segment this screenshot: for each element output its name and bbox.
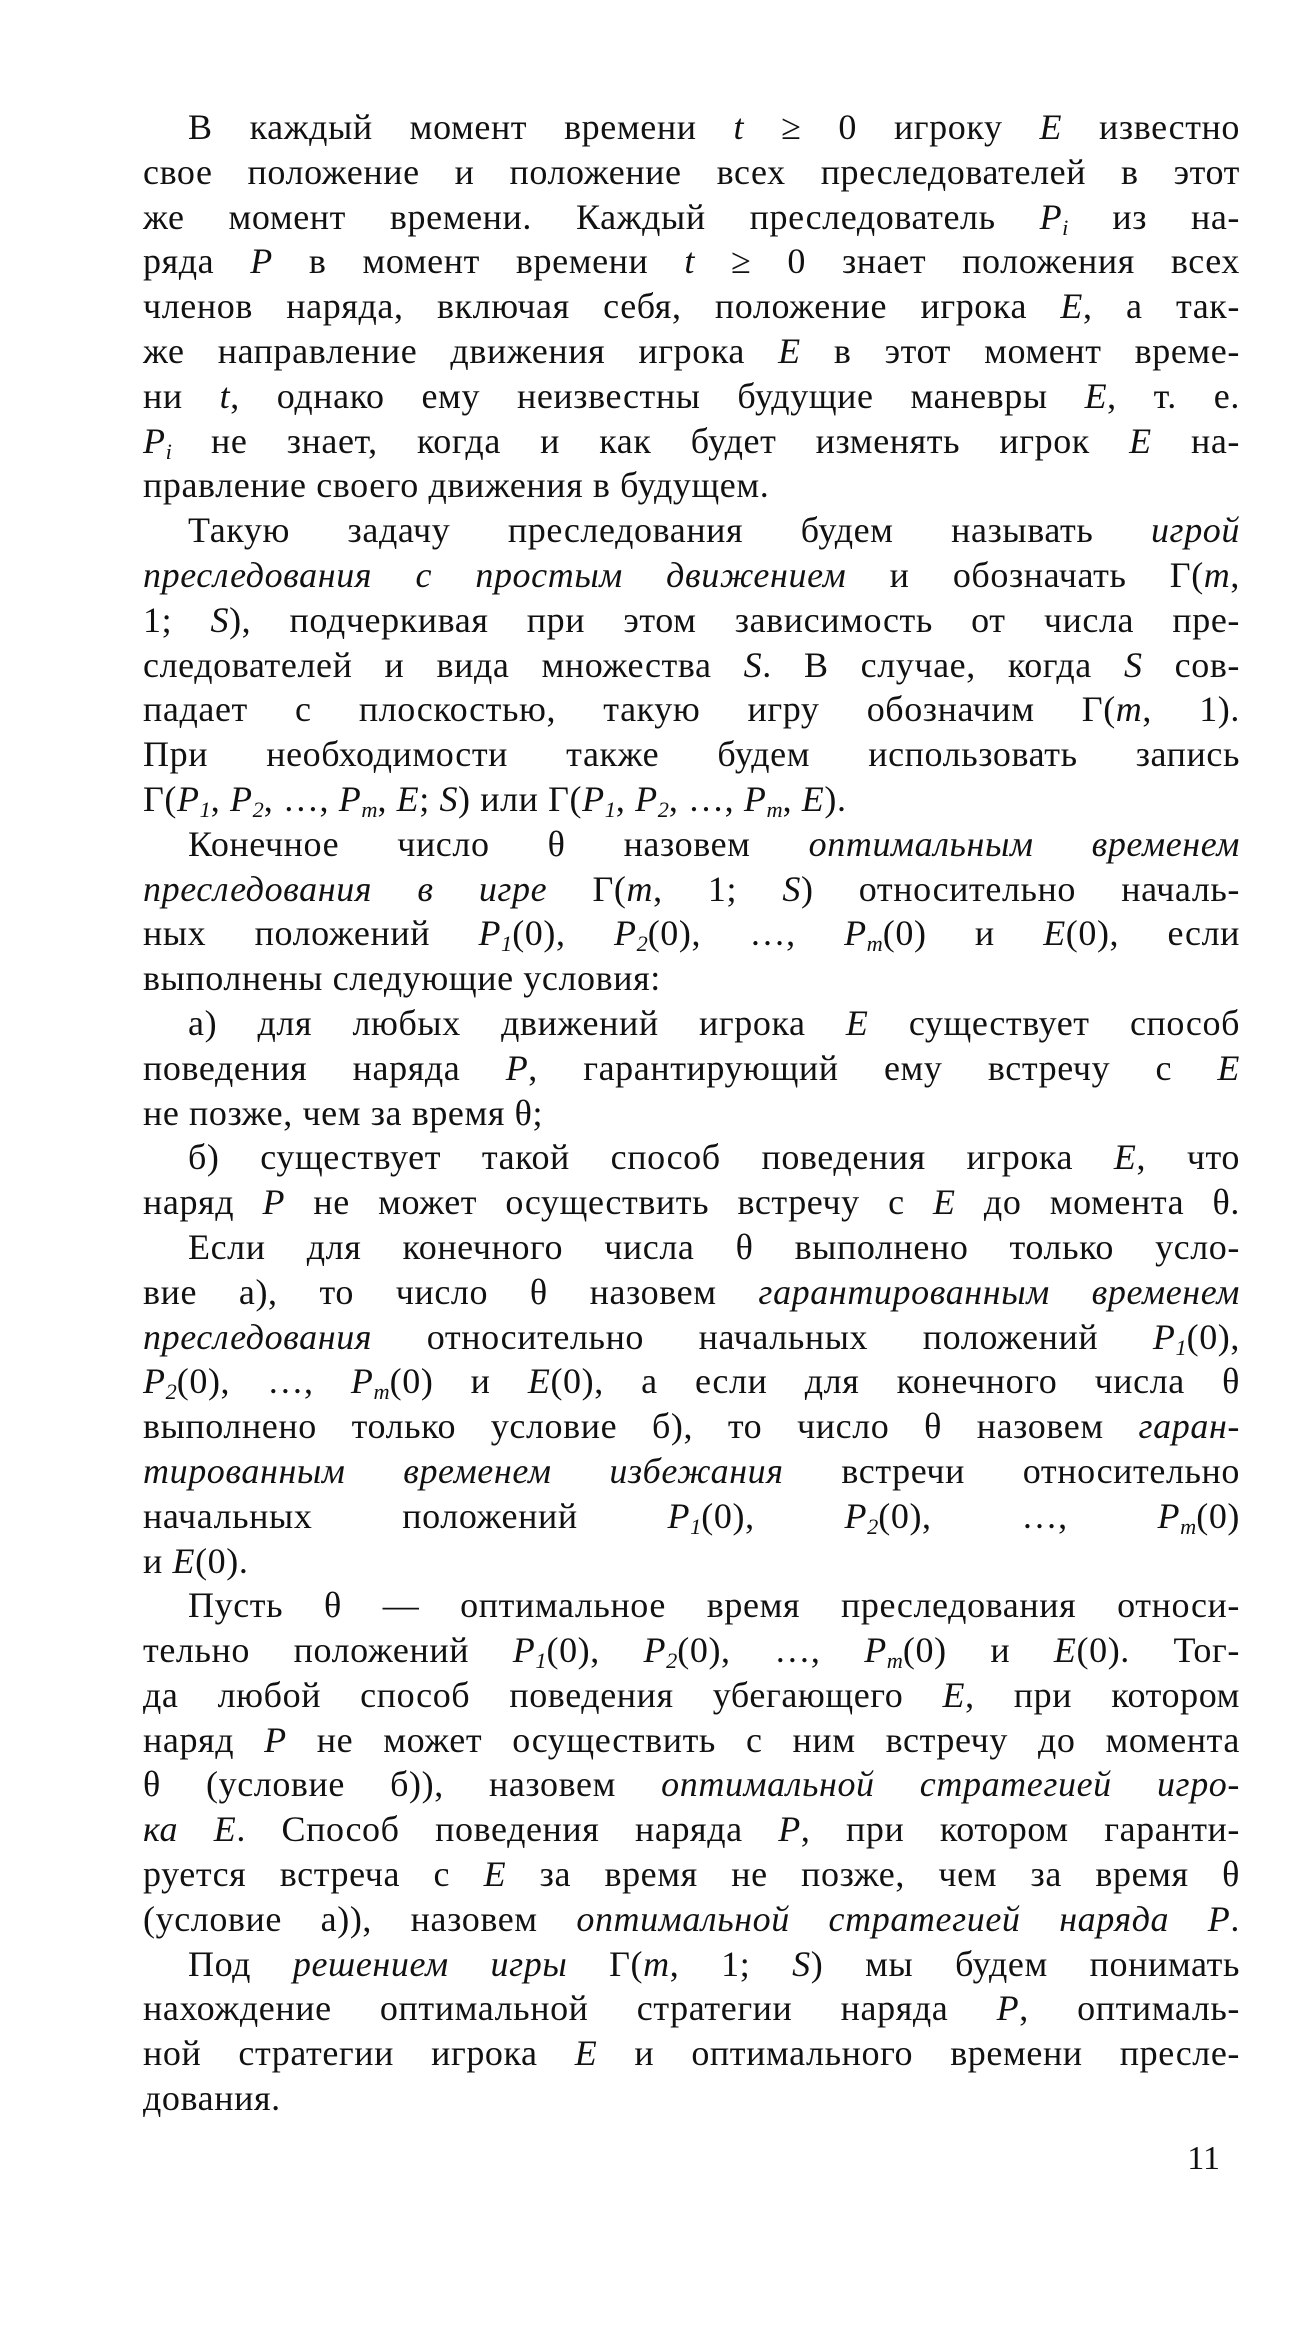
subscript: m — [373, 1379, 390, 1405]
paragraph — [143, 1001, 1240, 1135]
text-line — [143, 1583, 1240, 1628]
subscript: 2 — [666, 1648, 678, 1674]
text-segment: , а так- — [1083, 286, 1240, 327]
text-line — [143, 419, 1240, 464]
italic-text: E — [778, 330, 801, 371]
text-segment: правление своего движения в будущем. — [143, 465, 770, 506]
text-line — [143, 239, 1240, 284]
text-segment: ной стратегии игрока — [143, 2033, 575, 2074]
paragraph — [143, 105, 1240, 508]
text-line — [143, 1718, 1240, 1763]
text-segment: ≥ 0 знает положения всех — [695, 241, 1241, 282]
text-segment: (0), …, — [878, 1495, 1158, 1536]
subscript: m — [866, 931, 883, 957]
text-line — [143, 2031, 1240, 2076]
text-segment: , — [210, 778, 230, 819]
text-segment: (0) — [1196, 1495, 1241, 1536]
italic-text: E — [845, 1002, 869, 1043]
italic-text: P — [778, 1809, 801, 1850]
text-line — [143, 1494, 1240, 1539]
italic-text: E — [933, 1182, 956, 1223]
italic-text: t — [684, 241, 696, 282]
text-line — [143, 1001, 1240, 1046]
text-segment: дования. — [143, 2078, 281, 2119]
italic-text: S — [792, 1943, 811, 1984]
text-segment: из на- — [1068, 196, 1240, 237]
subscript: 2 — [252, 797, 264, 823]
text-segment: (0), — [1186, 1316, 1240, 1357]
text-segment: (0), …, — [176, 1361, 351, 1402]
text-segment: (0), …, — [647, 913, 845, 954]
text-segment: руется встреча с — [143, 1854, 484, 1895]
text-line — [143, 732, 1240, 777]
text-line — [143, 1449, 1240, 1494]
subscript: 2 — [657, 797, 669, 823]
text-segment: начальных положений — [143, 1495, 668, 1536]
text-segment: наряд — [143, 1719, 265, 1760]
paragraph — [143, 508, 1240, 822]
text-segment: не позже, чем за время θ; — [143, 1092, 544, 1133]
text-segment: ) мы будем понимать — [810, 1943, 1240, 1984]
text-segment: не может осуществить встречу с — [285, 1182, 933, 1223]
text-segment: вие а), то число θ назовем — [143, 1271, 759, 1312]
text-segment: сов- — [1142, 644, 1241, 685]
italic-text: P — [143, 420, 166, 461]
text-segment: а) для любых движений игрока — [188, 1002, 846, 1043]
text-line — [143, 284, 1240, 329]
text-line — [143, 105, 1240, 150]
text-segment: в этот момент време- — [800, 330, 1240, 371]
italic-text: P — [864, 1630, 887, 1671]
italic-text: t — [733, 107, 745, 147]
text-segment: , при котором гаранти- — [800, 1809, 1241, 1850]
text-line — [143, 2076, 1240, 2121]
text-segment: . Способ поведения наряда — [236, 1809, 779, 1850]
text-segment: ), подчеркивая при этом зависимость от числа пре- — [229, 599, 1240, 640]
italic-text: P — [1207, 1898, 1231, 1939]
italic-text: оптимальным временем — [808, 823, 1240, 864]
text-segment: , при котором — [965, 1674, 1240, 1715]
subscript: 1 — [199, 797, 211, 823]
text-segment: (0) и — [882, 913, 1044, 954]
italic-text: P — [229, 778, 253, 819]
text-segment: известно — [1062, 107, 1240, 147]
text-line — [143, 777, 1240, 822]
text-segment: за время не позже, чем за время θ — [506, 1854, 1240, 1895]
italic-text: E — [801, 778, 825, 819]
text-segment: . В случае, когда — [762, 644, 1124, 685]
text-line — [143, 1404, 1240, 1449]
text-segment: , что — [1136, 1137, 1240, 1178]
text-segment: членов наряда, включая себя, положение игрока — [143, 286, 1061, 327]
text-segment: (0), …, — [677, 1630, 865, 1671]
text-segment: не может осуществить с ним встречу до момента — [286, 1719, 1240, 1760]
text-segment: (0) и — [902, 1630, 1054, 1671]
page-number: 11 — [1187, 2140, 1220, 2177]
italic-text: P — [582, 778, 605, 819]
italic-text: m — [643, 1943, 670, 1984]
text-segment: (0), — [512, 913, 614, 954]
italic-text: E — [213, 1809, 237, 1850]
text-line — [143, 374, 1240, 419]
italic-text: P — [844, 913, 867, 954]
italic-text: m — [1115, 689, 1143, 730]
text-segment: (условие а)), назовем — [143, 1898, 577, 1939]
text-segment: нахождение оптимальной стратегии наряда — [143, 1988, 997, 2029]
subscript: m — [1180, 1513, 1197, 1539]
text-line — [143, 1135, 1240, 1180]
paragraph — [143, 1583, 1240, 1941]
subscript: 1 — [501, 931, 513, 957]
text-segment: ных положений — [143, 913, 479, 954]
text-line — [143, 1942, 1240, 1987]
text-line — [143, 1539, 1240, 1584]
subscript: 2 — [867, 1513, 879, 1539]
text-segment: (0), — [546, 1630, 644, 1671]
text-segment: относительно начальных положений — [372, 1316, 1153, 1357]
italic-text: оптимальной стратегией наряда — [576, 1898, 1208, 1939]
italic-text: P — [743, 778, 767, 819]
text-line — [143, 463, 1240, 508]
subscript: 1 — [1175, 1334, 1187, 1360]
text-segment: Если для конечного числа θ выполнено только усло- — [188, 1226, 1240, 1267]
italic-text: E — [1113, 1137, 1137, 1178]
text-segment: падает с плоскостью, такую игру обозначим Г( — [143, 689, 1116, 730]
paragraph — [143, 822, 1240, 1001]
italic-text: P — [350, 1361, 374, 1402]
text-segment: , 1; — [669, 1943, 793, 1984]
italic-text: преследования с простым движением — [143, 554, 847, 595]
text-segment: не знает, когда и как будет изменять игрок — [171, 420, 1130, 461]
text-line — [143, 1897, 1240, 1942]
text-segment: поведения наряда — [143, 1047, 506, 1088]
text-line — [143, 1315, 1240, 1360]
subscript: 1 — [604, 797, 616, 823]
paragraph — [143, 1225, 1240, 1583]
italic-text: P — [338, 778, 362, 819]
text-segment: Г( — [547, 868, 627, 909]
text-segment: 1; — [143, 599, 211, 640]
subscript: m — [361, 797, 378, 823]
text-line — [143, 150, 1240, 195]
text-segment: , — [1230, 554, 1241, 595]
italic-text: E — [396, 778, 420, 819]
italic-text: решением игры — [292, 1943, 568, 1984]
text-segment: же момент времени. Каждый преследователь — [143, 196, 1040, 237]
italic-text: P — [143, 1361, 166, 1402]
italic-text: E — [1053, 1630, 1077, 1671]
italic-text: t — [219, 375, 231, 416]
text-segment: б) существует такой способ поведения игрока — [188, 1137, 1114, 1178]
text-line — [143, 1225, 1240, 1270]
text-segment: , 1). — [1142, 689, 1240, 730]
text-line — [143, 1986, 1240, 2031]
italic-text: P — [1039, 196, 1063, 237]
italic-text: P — [1152, 1316, 1176, 1357]
text-line — [143, 687, 1240, 732]
italic-text: S — [210, 599, 230, 640]
text-line — [143, 195, 1240, 240]
italic-text: P — [264, 1719, 287, 1760]
italic-text: преследования в игре — [143, 868, 548, 909]
text-segment: В каждый момент времени — [188, 107, 734, 147]
text-segment: ) относительно началь- — [800, 868, 1240, 909]
text-line — [143, 1359, 1240, 1404]
text-line — [143, 1270, 1240, 1315]
subscript: m — [886, 1648, 903, 1674]
paragraph — [143, 1942, 1240, 2121]
text-segment: свое положение и положение всех преследователей в этот — [143, 151, 1240, 192]
text-segment: наряд — [143, 1182, 263, 1223]
text-line — [143, 1807, 1240, 1852]
italic-text: E — [1217, 1047, 1240, 1088]
text-line — [143, 1673, 1240, 1718]
subscript: 1 — [535, 1648, 547, 1674]
text-line — [143, 553, 1240, 598]
text-segment: (0), — [701, 1495, 845, 1536]
italic-text: E — [1043, 913, 1066, 954]
italic-text: E — [574, 2033, 598, 2074]
text-segment: , …, — [668, 778, 744, 819]
text-segment: Конечное число θ назовем — [188, 823, 809, 864]
italic-text: E — [1129, 420, 1152, 461]
text-segment: выполнены следующие условия: — [143, 958, 661, 999]
text-line — [143, 1091, 1240, 1136]
text-line — [143, 911, 1240, 956]
italic-text: E — [483, 1854, 507, 1895]
subscript: 1 — [690, 1513, 702, 1539]
text-segment: (0), если — [1065, 913, 1241, 954]
italic-text: S — [743, 644, 763, 685]
italic-text: P — [512, 1630, 536, 1671]
italic-text: P — [505, 1047, 529, 1088]
italic-text: гарантированным временем — [758, 1271, 1240, 1312]
text-line — [143, 643, 1240, 688]
text-line — [143, 1762, 1240, 1807]
text-segment: тельно положений — [143, 1630, 513, 1671]
text-line — [143, 329, 1240, 374]
text-segment: (0). — [195, 1540, 249, 1581]
text-segment: , гарантирующий ему встречу с — [528, 1047, 1218, 1088]
italic-text: m — [1203, 554, 1231, 595]
text-segment: выполнено только условие б), то число θ назовем — [143, 1406, 1139, 1447]
text-segment: (0) и — [389, 1361, 528, 1402]
italic-text: оптимальной стратегией игро- — [661, 1764, 1240, 1805]
italic-text: E — [1084, 375, 1108, 416]
text-line — [143, 508, 1240, 553]
italic-text: P — [635, 778, 658, 819]
italic-text: S — [1123, 644, 1143, 685]
text-segment: θ (условие б)), назовем — [143, 1764, 662, 1805]
text-segment: ; — [419, 778, 440, 819]
text-segment: следователей и вида множества — [143, 644, 744, 685]
text-line — [143, 1180, 1240, 1225]
italic-text: P — [478, 913, 502, 954]
text-line — [143, 1852, 1240, 1897]
italic-text: E — [1039, 107, 1063, 147]
text-segment: , т. е. — [1107, 375, 1240, 416]
text-segment: Такую задачу преследования будем называть — [188, 510, 1151, 551]
italic-text: гаран- — [1138, 1406, 1240, 1447]
italic-text: E — [1060, 286, 1083, 327]
italic-text: P — [177, 778, 200, 819]
italic-text: E — [942, 1674, 966, 1715]
text-segment: , однако ему неизвестны будущие маневры — [230, 375, 1085, 416]
text-line — [143, 598, 1240, 643]
text-segment: встречи относительно — [783, 1450, 1240, 1491]
text-segment: существует способ — [868, 1002, 1240, 1043]
text-segment: ) или Г( — [458, 778, 583, 819]
text-segment: ни — [143, 375, 220, 416]
text-segment: . — [1230, 1898, 1240, 1939]
text-segment: (0). Тог- — [1076, 1630, 1240, 1671]
italic-text: P — [667, 1495, 691, 1536]
text-segment: ≥ 0 игроку — [744, 107, 1040, 147]
text-line — [143, 956, 1240, 1001]
text-segment: на- — [1151, 420, 1240, 461]
italic-text: E — [172, 1540, 196, 1581]
italic-text: m — [626, 868, 654, 909]
subscript: 2 — [165, 1379, 177, 1405]
italic-text: S — [439, 778, 459, 819]
text-segment: да любой способ поведения убегающего — [143, 1674, 943, 1715]
text-segment: , оптималь- — [1019, 1988, 1240, 2029]
paragraph — [143, 1135, 1240, 1225]
subscript: m — [766, 797, 783, 823]
text-line — [143, 1628, 1240, 1673]
italic-text: преследования — [143, 1316, 373, 1357]
text-segment: , — [615, 778, 636, 819]
text-segment: При необходимости также будем использовать запись — [143, 734, 1240, 775]
text-segment: и обозначать Г( — [846, 554, 1204, 595]
italic-text: P — [262, 1182, 286, 1223]
subscript: i — [1062, 214, 1069, 240]
text-segment: , — [377, 778, 397, 819]
text-segment: , — [782, 778, 802, 819]
italic-text: P — [996, 1988, 1020, 2029]
text-segment: до момента θ. — [955, 1182, 1240, 1223]
italic-text: E — [527, 1361, 551, 1402]
text-segment: в момент времени — [272, 241, 685, 282]
text-segment: и оптимального времени пресле- — [597, 2033, 1241, 2074]
italic-text: игрой — [1150, 510, 1240, 551]
text-line — [143, 822, 1240, 867]
text-line — [143, 1046, 1240, 1091]
text-segment: (0), а если для конечного числа θ — [550, 1361, 1241, 1402]
italic-text: P — [250, 241, 273, 282]
text-segment: ряда — [143, 241, 251, 282]
italic-text: S — [782, 868, 801, 909]
text-segment: Г( — [143, 778, 178, 819]
text-segment: Пусть θ — оптимальное время преследования относи- — [188, 1585, 1240, 1626]
text-segment: Г( — [567, 1943, 644, 1984]
text-line — [143, 867, 1240, 912]
italic-text: ка — [143, 1809, 214, 1850]
italic-text: P — [613, 913, 637, 954]
text-segment: , 1; — [653, 868, 783, 909]
subscript: 2 — [636, 931, 648, 957]
text-segment: и — [143, 1540, 173, 1581]
italic-text: тированным временем избежания — [143, 1450, 784, 1491]
italic-text: P — [1157, 1495, 1181, 1536]
italic-text: P — [844, 1495, 868, 1536]
italic-text: P — [643, 1630, 667, 1671]
text-segment: же направление движения игрока — [143, 330, 779, 371]
text-segment: ). — [824, 778, 847, 819]
text-segment: , …, — [263, 778, 339, 819]
text-segment: Под — [188, 1943, 293, 1984]
book-page-text — [143, 105, 1240, 2121]
subscript: i — [165, 438, 172, 464]
